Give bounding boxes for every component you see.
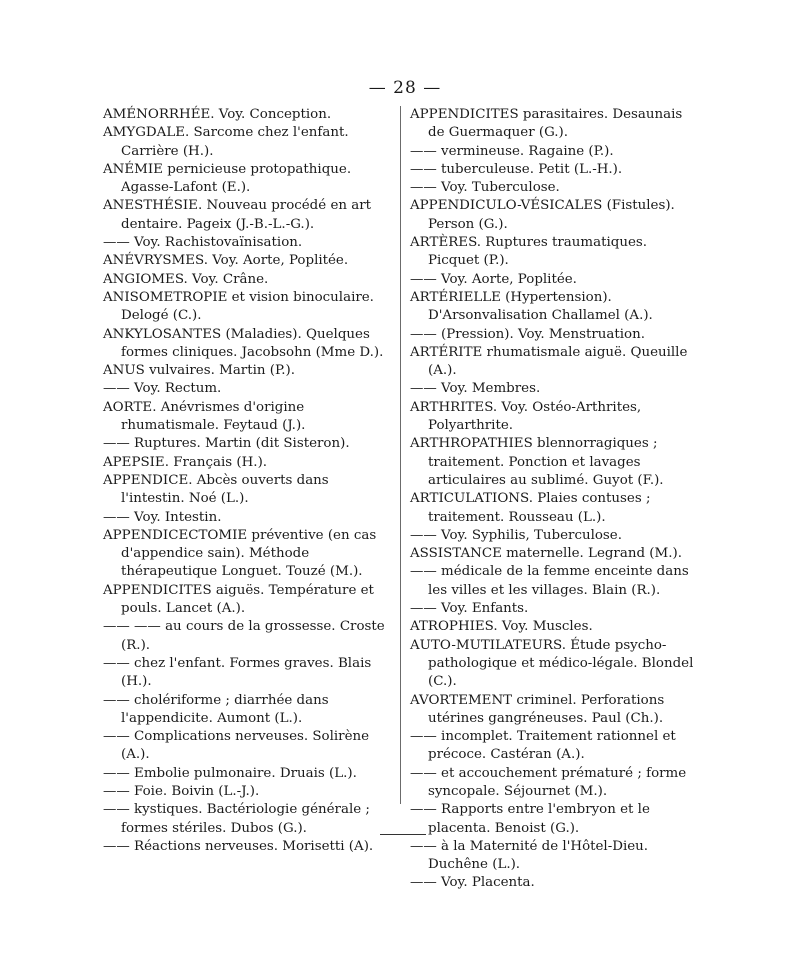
index-entry: AMYGDALE. Sarcome chez l'enfant. Carrière (H.).: [103, 125, 349, 159]
index-entry: APPENDICITES aiguës. Température et pouls. Lancet (A.).: [103, 582, 374, 617]
index-entry: —— Voy. Placenta.: [410, 875, 535, 891]
index-entry: ANÉVRYSMES. Voy. Aorte, Poplitée.: [103, 253, 349, 269]
index-entry: ARTHRITES. Voy. Ostéo-Arthrites, Polyarthrite.: [410, 399, 642, 434]
index-entry: —— Voy. Syphilis, Tuberculose.: [410, 527, 622, 543]
index-entry: APEPSIE. Français (H.).: [103, 454, 268, 470]
index-entry: ARTÉRIELLE (Hypertension). D'Arsonvalisation Challamel (A.).: [410, 289, 653, 324]
index-entry: AMÉNORRHÉE. Voy. Conception.: [103, 107, 332, 122]
index-entry: —— (Pression). Voy. Menstruation.: [410, 326, 645, 342]
index-entry: —— médicale de la femme enceinte dans les villes et les villages. Blain (R.).: [410, 564, 689, 598]
index-entry: ANGIOMES. Voy. Crâne.: [103, 271, 269, 287]
index-entry: APPENDICE. Abcès ouverts dans l'intestin. Noé (L.).: [103, 472, 329, 507]
index-entry: APPENDICITES parasitaires. Desaunais de Guermaquer (G.).: [410, 107, 683, 141]
index-entry: —— tuberculeuse. Petit (L.-H.).: [410, 161, 623, 177]
index-entry: —— Embolie pulmonaire. Druais (L.).: [103, 765, 357, 781]
index-entry: AVORTEMENT criminel. Perforations utérines gangréneuses. Paul (Ch.).: [410, 692, 665, 726]
index-entry: ARTÈRES. Ruptures traumatiques. Picquet (P.).: [410, 235, 648, 269]
index-entry: —— Voy. Enfants.: [410, 601, 529, 617]
index-entry: —— Foie. Boivin (L.-J.).: [103, 783, 260, 799]
index-entry: ANISOMETROPIE et vision binoculaire. Delogé (C.).: [103, 289, 374, 324]
index-entry: ASSISTANCE maternelle. Legrand (M.).: [410, 546, 682, 562]
index-entry: —— Voy. Tuberculose.: [410, 180, 560, 196]
footer-rule: [380, 834, 426, 835]
index-entry: APPENDICULO-VÉSICALES (Fistules). Person (G.).: [410, 198, 675, 232]
index-entry: ANUS vulvaires. Martin (P.).: [103, 363, 296, 379]
index-entry: —— Voy. Aorte, Poplitée.: [410, 271, 577, 287]
index-entry: —— Voy. Rectum.: [103, 381, 222, 397]
index-entry: —— kystiques. Bactériologie générale ; formes stériles. Dubos (G.).: [103, 802, 370, 836]
column-divider: [400, 106, 401, 804]
index-entry: —— chez l'enfant. Formes graves. Blais (H.).: [103, 655, 372, 690]
index-entry: —— incomplet. Traitement rationnel et précoce. Castéran (A.).: [410, 729, 676, 763]
index-entry: APPENDICECTOMIE préventive (en cas d'appendice sain). Méthode thérapeutique Longuet. Touzé (M.).: [103, 527, 377, 580]
index-entry: —— Complications nerveuses. Solirène (A.).: [103, 729, 370, 763]
index-entry: AORTE. Anévrismes d'origine rhumatismale. Feytaud (J.).: [103, 399, 306, 434]
index-entry: —— et accouchement prématuré ; forme syncopale. Séjournet (M.).: [410, 765, 687, 799]
index-entry: ATROPHIES. Voy. Muscles.: [410, 619, 593, 635]
index-entry: —— cholériforme ; diarrhée dans l'appendicite. Aumont (L.).: [103, 692, 329, 726]
index-entry: ANESTHÉSIE. Nouveau procédé en art dentaire. Pageix (J.-B.-L.-G.).: [103, 198, 372, 232]
right-column: [410, 106, 700, 893]
index-entry: —— Ruptures. Martin (dit Sisteron).: [103, 436, 350, 452]
index-entry: —— Voy. Intestin.: [103, 509, 222, 525]
index-entry: —— vermineuse. Ragaine (P.).: [410, 143, 614, 159]
page-number: — 28 —: [368, 78, 442, 98]
index-entry: —— Rapports entre l'embryon et le placenta. Benoist (G.).: [410, 802, 650, 836]
index-entry: AUTO-MUTILATEURS. Étude psycho-pathologique et médico-légale. Blondel (C.).: [410, 637, 694, 690]
index-entry: ANKYLOSANTES (Maladies). Quelques formes cliniques. Jacobsohn (Mme D.).: [103, 326, 384, 360]
index-entry: ARTHROPATHIES blennorragiques ; traitement. Ponction et lavages articulaires au sublimé. Guyot (F.).: [410, 436, 664, 488]
left-column: [103, 106, 393, 856]
index-entry: ANÉMIE pernicieuse protopathique. Agasse-Lafont (E.).: [103, 161, 352, 196]
index-entry: ARTICULATIONS. Plaies contuses ; traitement. Rousseau (L.).: [410, 491, 651, 525]
index-entry: —— Réactions nerveuses. Morisetti (A).: [103, 838, 374, 854]
index-entry: —— à la Maternité de l'Hôtel-Dieu. Duchêne (L.).: [410, 838, 649, 873]
index-entry: ARTÉRITE rhumatismale aiguë. Queuille (A.).: [410, 344, 688, 379]
index-entry: —— Voy. Rachistovaïnisation.: [103, 235, 303, 251]
index-entry: —— —— au cours de la grossesse. Croste (R.).: [103, 619, 385, 653]
index-entry: —— Voy. Membres.: [410, 381, 541, 397]
